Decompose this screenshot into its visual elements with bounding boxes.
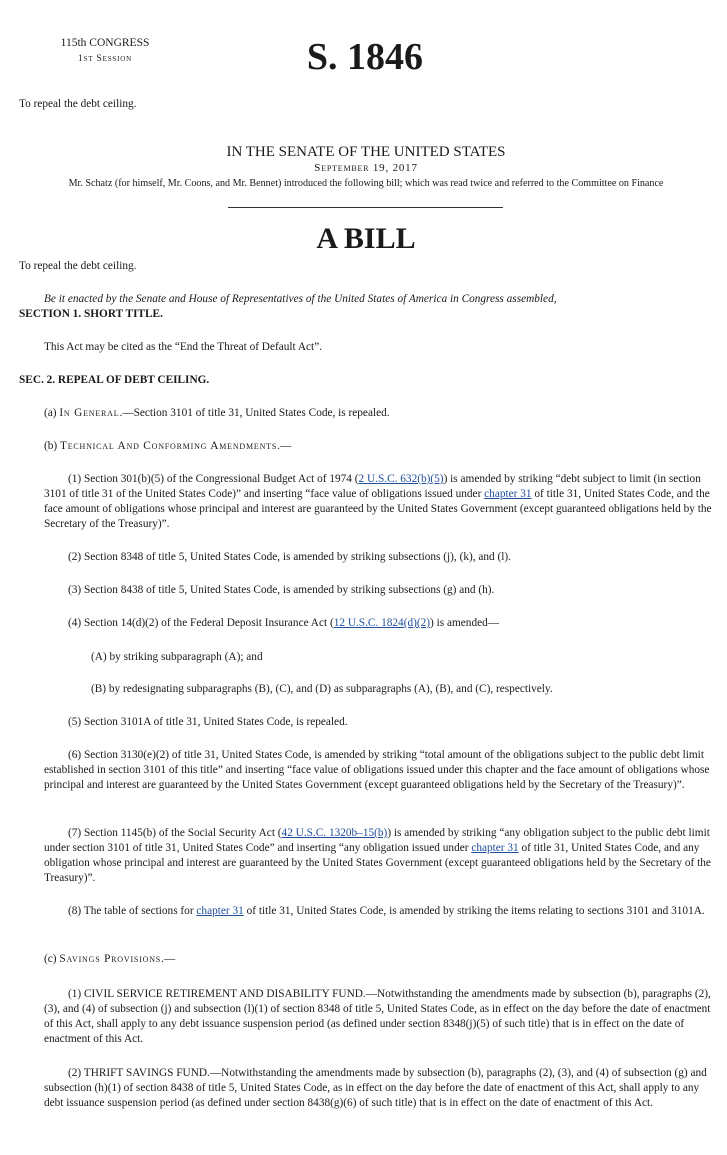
subsection-b — [19, 439, 713, 454]
subsection-c — [19, 952, 713, 967]
bill-title: A BILL — [316, 222, 416, 255]
divider-rule — [228, 207, 503, 208]
subsection-b-label: (b) — [44, 440, 60, 452]
bill-summary: To repeal the debt ceiling. — [19, 98, 137, 110]
chapter-31-link[interactable]: chapter 31 — [196, 905, 244, 917]
enacting-clause: Be it enacted by the Senate and House of Representatives of the United States of America in Congress assembled, — [44, 293, 557, 305]
usc-link-42-1320b[interactable]: 42 U.S.C. 1320b–15(b) — [281, 827, 388, 839]
subsection-a-heading: In General — [59, 407, 120, 419]
paragraph-b1-text-3: of title 31, United States Code, and the face amount of obligations whose principal and interest are guaranteed by the United States Government (except guaranteed obligations held by the Secretary of the Treasury)”. — [44, 488, 712, 530]
paragraph-b1-text-1: (1) Section 301(b)(5) of the Congressional Budget Act of 1974 ( — [68, 473, 359, 485]
subsection-c-dash: .— — [161, 953, 176, 965]
section-1-heading: SECTION 1. SHORT TITLE. — [19, 308, 163, 320]
paragraph-b4-text-2: ) is amended— — [430, 617, 500, 629]
subsection-c-heading: Savings Provisions — [59, 953, 162, 965]
paragraph-b4-text-1: (4) Section 14(d)(2) of the Federal Deposit Insurance Act ( — [68, 617, 334, 629]
subparagraph-b4A: (A) by striking subparagraph (A); and — [91, 651, 263, 663]
paragraph-b5: (5) Section 3101A of title 31, United States Code, is repealed. — [68, 716, 348, 728]
introduction-date: September 19, 2017 — [314, 162, 418, 174]
paragraph-b2: (2) Section 8348 of title 5, United States Code, is amended by striking subsections (j), (k), and (l). — [68, 551, 512, 563]
section-2-heading: SEC. 2. REPEAL OF DEBT CEILING. — [19, 374, 210, 386]
chamber-heading: IN THE SENATE OF THE UNITED STATES — [226, 144, 506, 160]
paragraph-b1 — [44, 472, 713, 532]
subsection-c-label: (c) — [44, 953, 60, 965]
paragraph-b8-text-1: (8) The table of sections for — [68, 905, 197, 917]
paragraph-b3: (3) Section 8438 of title 5, United States Code, is amended by striking subsections (g) and (h). — [68, 584, 495, 596]
paragraph-b7-text-1: (7) Section 1145(b) of the Social Security Act ( — [68, 827, 282, 839]
chapter-31-link[interactable]: chapter 31 — [484, 488, 532, 500]
paragraph-b8-text-2: of title 31, United States Code, is amended by striking the items relating to sections 3101 and 3101A. — [243, 905, 705, 917]
paragraph-b6: (6) Section 3130(e)(2) of title 31, United States Code, is amended by striking “total amount of the obligations subject to the public debt limit established in section 3101 of this title” and inserting “face value of obligations issued under this chapter and the face amount of obligations whose principal and interest are guaranteed by the United States Government (except guaranteed obligations held by the Secretary of the Treasury)”. — [44, 749, 710, 791]
subsection-a — [19, 406, 713, 421]
subsection-b-dash: .— — [277, 440, 292, 452]
subsection-a-label: (a) — [44, 407, 60, 419]
introduction-statement: Mr. Schatz (for himself, Mr. Coons, and Mr. Bennet) introduced the following bill; which was read twice and referred to the Committee on Finance — [68, 178, 664, 189]
paragraph-b1-text-2: ) is amended by striking “debt subject to limit (in section 3101 of title 31 of the United States Code)” and inserting “face value of obligations issued under — [44, 473, 701, 500]
paragraph-c1: (1) CIVIL SERVICE RETIREMENT AND DISABILITY FUND.—Notwithstanding the amendments made by subsection (b), paragraphs (2), (3), and (4) of subsection (j) and subsection (l)(1) of section 8348 of title 5, United States Code, as in effect on the day before the date of enactment of this Act, shall apply to any debt issuance suspension period (as defined under section 8348(j)(5) of such title) that is in effect on the date of enactment of this Act. — [44, 988, 711, 1045]
paragraph-b7-text-3: of title 31, United States Code, and any obligation whose principal and interest are guaranteed by the United States Government (except guaranteed obligations held by the Secretary of the Treasury)”. — [44, 842, 711, 884]
paragraph-c2: (2) THRIFT SAVINGS FUND.—Notwithstanding the amendments made by subsection (b), paragraphs (2), (3), and (4) of subsection (g) and subsection (h)(1) of section 8438 of title 5, United States Code, as in effect on the day before the date of enactment of this Act, shall apply to any debt issuance suspension period (as defined under section 8438(g)(6) of such title) that is in effect on the date of enactment of this Act. — [44, 1067, 707, 1109]
paragraph-b7 — [44, 826, 713, 886]
bill-purpose: To repeal the debt ceiling. — [19, 260, 137, 272]
paragraph-b4 — [44, 616, 713, 631]
bill-number: S. 1846 — [306, 36, 424, 78]
section-1-text: This Act may be cited as the “End the Threat of Default Act”. — [44, 341, 323, 353]
chapter-31-link[interactable]: chapter 31 — [471, 842, 519, 854]
usc-link-2-632[interactable]: 2 U.S.C. 632(b)(5) — [358, 473, 444, 485]
subsection-b-heading: Technical And Conforming Amendments — [60, 440, 278, 452]
paragraph-b7-text-2: ) is amended by striking “any obligation subject to the public debt limit under section 3101 of title 31, United States Code” and inserting “any obligation issued under — [44, 827, 710, 854]
usc-link-12-1824[interactable]: 12 U.S.C. 1824(d)(2) — [333, 617, 431, 629]
paragraph-b8 — [44, 904, 713, 919]
session-label: 1st Session — [78, 54, 132, 64]
subsection-a-text: .—Section 3101 of title 31, United States Code, is repealed. — [119, 407, 390, 419]
subparagraph-b4B: (B) by redesignating subparagraphs (B), (C), and (D) as subparagraphs (A), (B), and (C), respectively. — [91, 683, 553, 695]
congress-label: 115th CONGRESS — [60, 37, 150, 49]
